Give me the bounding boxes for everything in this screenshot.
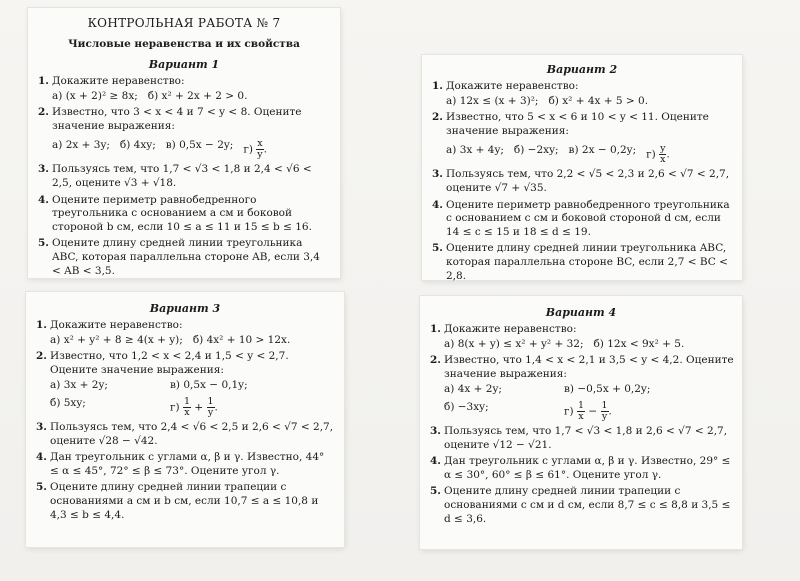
- task-1: 1. Докажите неравенство: а) x² + y² + 8 ≥ 4(x + y); б) 4x² + 10 > 12x.: [36, 319, 291, 346]
- variant-title: Вариант 4: [545, 306, 617, 319]
- task-4: 4. Дан треугольник с углами α, β и γ. Известно, 29° ≤ α ≤ 30°, 60° ≤ β ≤ 61°. Оцените угол γ.: [430, 455, 731, 481]
- task-3: 3. Пользуясь тем, что 2,4 < √6 < 2,5 и 2,6 < √7 < 2,7, оцените √28 − √42.: [36, 420, 334, 447]
- fraction: $\frac{y}{x}$: [660, 143, 666, 166]
- variant-title: Вариант 1: [148, 58, 220, 71]
- task-2: 2. Известно, что 1,4 < x < 2,1 и 3,5 < y < 4,2. Оцените значение выражения: а) 4x + 2y; в) −0,5x + 0,2y; б) −3xy; г) $\frac{1}{x}$ − $\frac{1}{y}$ .: [430, 354, 734, 422]
- variant-3-card: [26, 292, 344, 547]
- task-1: 1. Докажите неравенство: а) (x + 2)² ≥ 8x; б) x² + 2x + 2 > 0.: [38, 75, 248, 102]
- variant-2-card: [422, 55, 742, 280]
- task-5: 5. Оцените длину средней линии треугольника ABC, которая параллельна стороне AB, если 3,4 < AB < 3,5.: [38, 237, 320, 277]
- task-5: 5. Оцените длину средней линии треугольника ABC, которая параллельна стороне BC, если 2,7 < BC < 2,8.: [432, 242, 728, 282]
- fraction: $\frac{1}{y}$: [207, 395, 214, 418]
- task-3: 3. Пользуясь тем, что 1,7 < √3 < 1,8 и 2,6 < √7 < 2,7, оцените √12 − √21.: [430, 424, 728, 451]
- variant-4-card: [420, 296, 742, 549]
- fraction: $\frac{x}{y}$: [257, 138, 263, 161]
- fraction: $\frac{1}{y}$: [601, 399, 608, 422]
- variant-title: Вариант 3: [149, 302, 221, 315]
- task-1: 1. Докажите неравенство: а) 8(x + y) ≤ x² + y² + 32; б) 12x < 9x² + 5.: [430, 323, 685, 350]
- fraction: $\frac{1}{x}$: [183, 395, 190, 418]
- variant-title: Вариант 2: [546, 63, 618, 76]
- task-3: 3. Пользуясь тем, что 1,7 < √3 < 1,8 и 2,4 < √6 < 2,5, оцените √3 + √18.: [38, 163, 312, 189]
- variant-1-card: [28, 8, 340, 278]
- task-2: 2. Известно, что 3 < x < 4 и 7 < y < 8. Оцените значение выражения: а) 2x + 3y; б) 4xy; в) 0,5x − 2y; г) $\frac{x}{y}$ .: [38, 106, 302, 161]
- task-1: 1. Докажите неравенство: а) 12x ≤ (x + 3)²; б) x² + 4x + 5 > 0.: [432, 80, 649, 107]
- task-2: 2. Известно, что 5 < x < 6 и 10 < y < 11. Оцените значение выражения: а) 3x + 4y; б) −2xy; в) 2x − 0,2y; г) $\frac{y}{x}$ .: [432, 111, 709, 166]
- fraction: $\frac{1}{x}$: [577, 399, 584, 422]
- task-2: 2. Известно, что 1,2 < x < 2,4 и 1,5 < y < 2,7. Оцените значение выражения: а) 3x + 2y; в) 0,5x − 0,1y; б) 5xy; г) $\frac{1}{x}$ + $\frac{1}{y}$ .: [36, 350, 289, 418]
- task-5: 5. Оцените длину средней линии трапеции с основаниями a см и b см, если 10,7 ≤ a ≤ 10,8 и 4,3 ≤ b ≤ 4,4.: [36, 481, 319, 521]
- task-5: 5. Оцените длину средней линии трапеции с основаниями c см и d см, если 8,7 ≤ c ≤ 8,8 и 3,5 ≤ d ≤ 3,6.: [430, 485, 731, 525]
- task-4: 4. Оцените периметр равнобедренного треугольника с основанием a см и боковой стороной b см, если 10 ≤ a ≤ 11 и 15 ≤ b ≤ 16.: [38, 193, 312, 233]
- worksheet-title: КОНТРОЛЬНАЯ РАБОТА № 7: [87, 16, 281, 30]
- worksheet-subtitle: Числовые неравенства и их свойства: [68, 38, 300, 50]
- task-4: 4. Оцените периметр равнобедренного треугольника с основанием c см и боковой стороной d см, если 14 ≤ c ≤ 15 и 18 ≤ d ≤ 19.: [432, 198, 730, 238]
- task-4: 4. Дан треугольник с углами α, β и γ. Известно, 44° ≤ α ≤ 45°, 72° ≤ β ≤ 73°. Оцените угол γ.: [36, 451, 325, 477]
- task-3: 3. Пользуясь тем, что 2,2 < √5 < 2,3 и 2,6 < √7 < 2,7, оцените √7 + √35.: [432, 168, 730, 194]
